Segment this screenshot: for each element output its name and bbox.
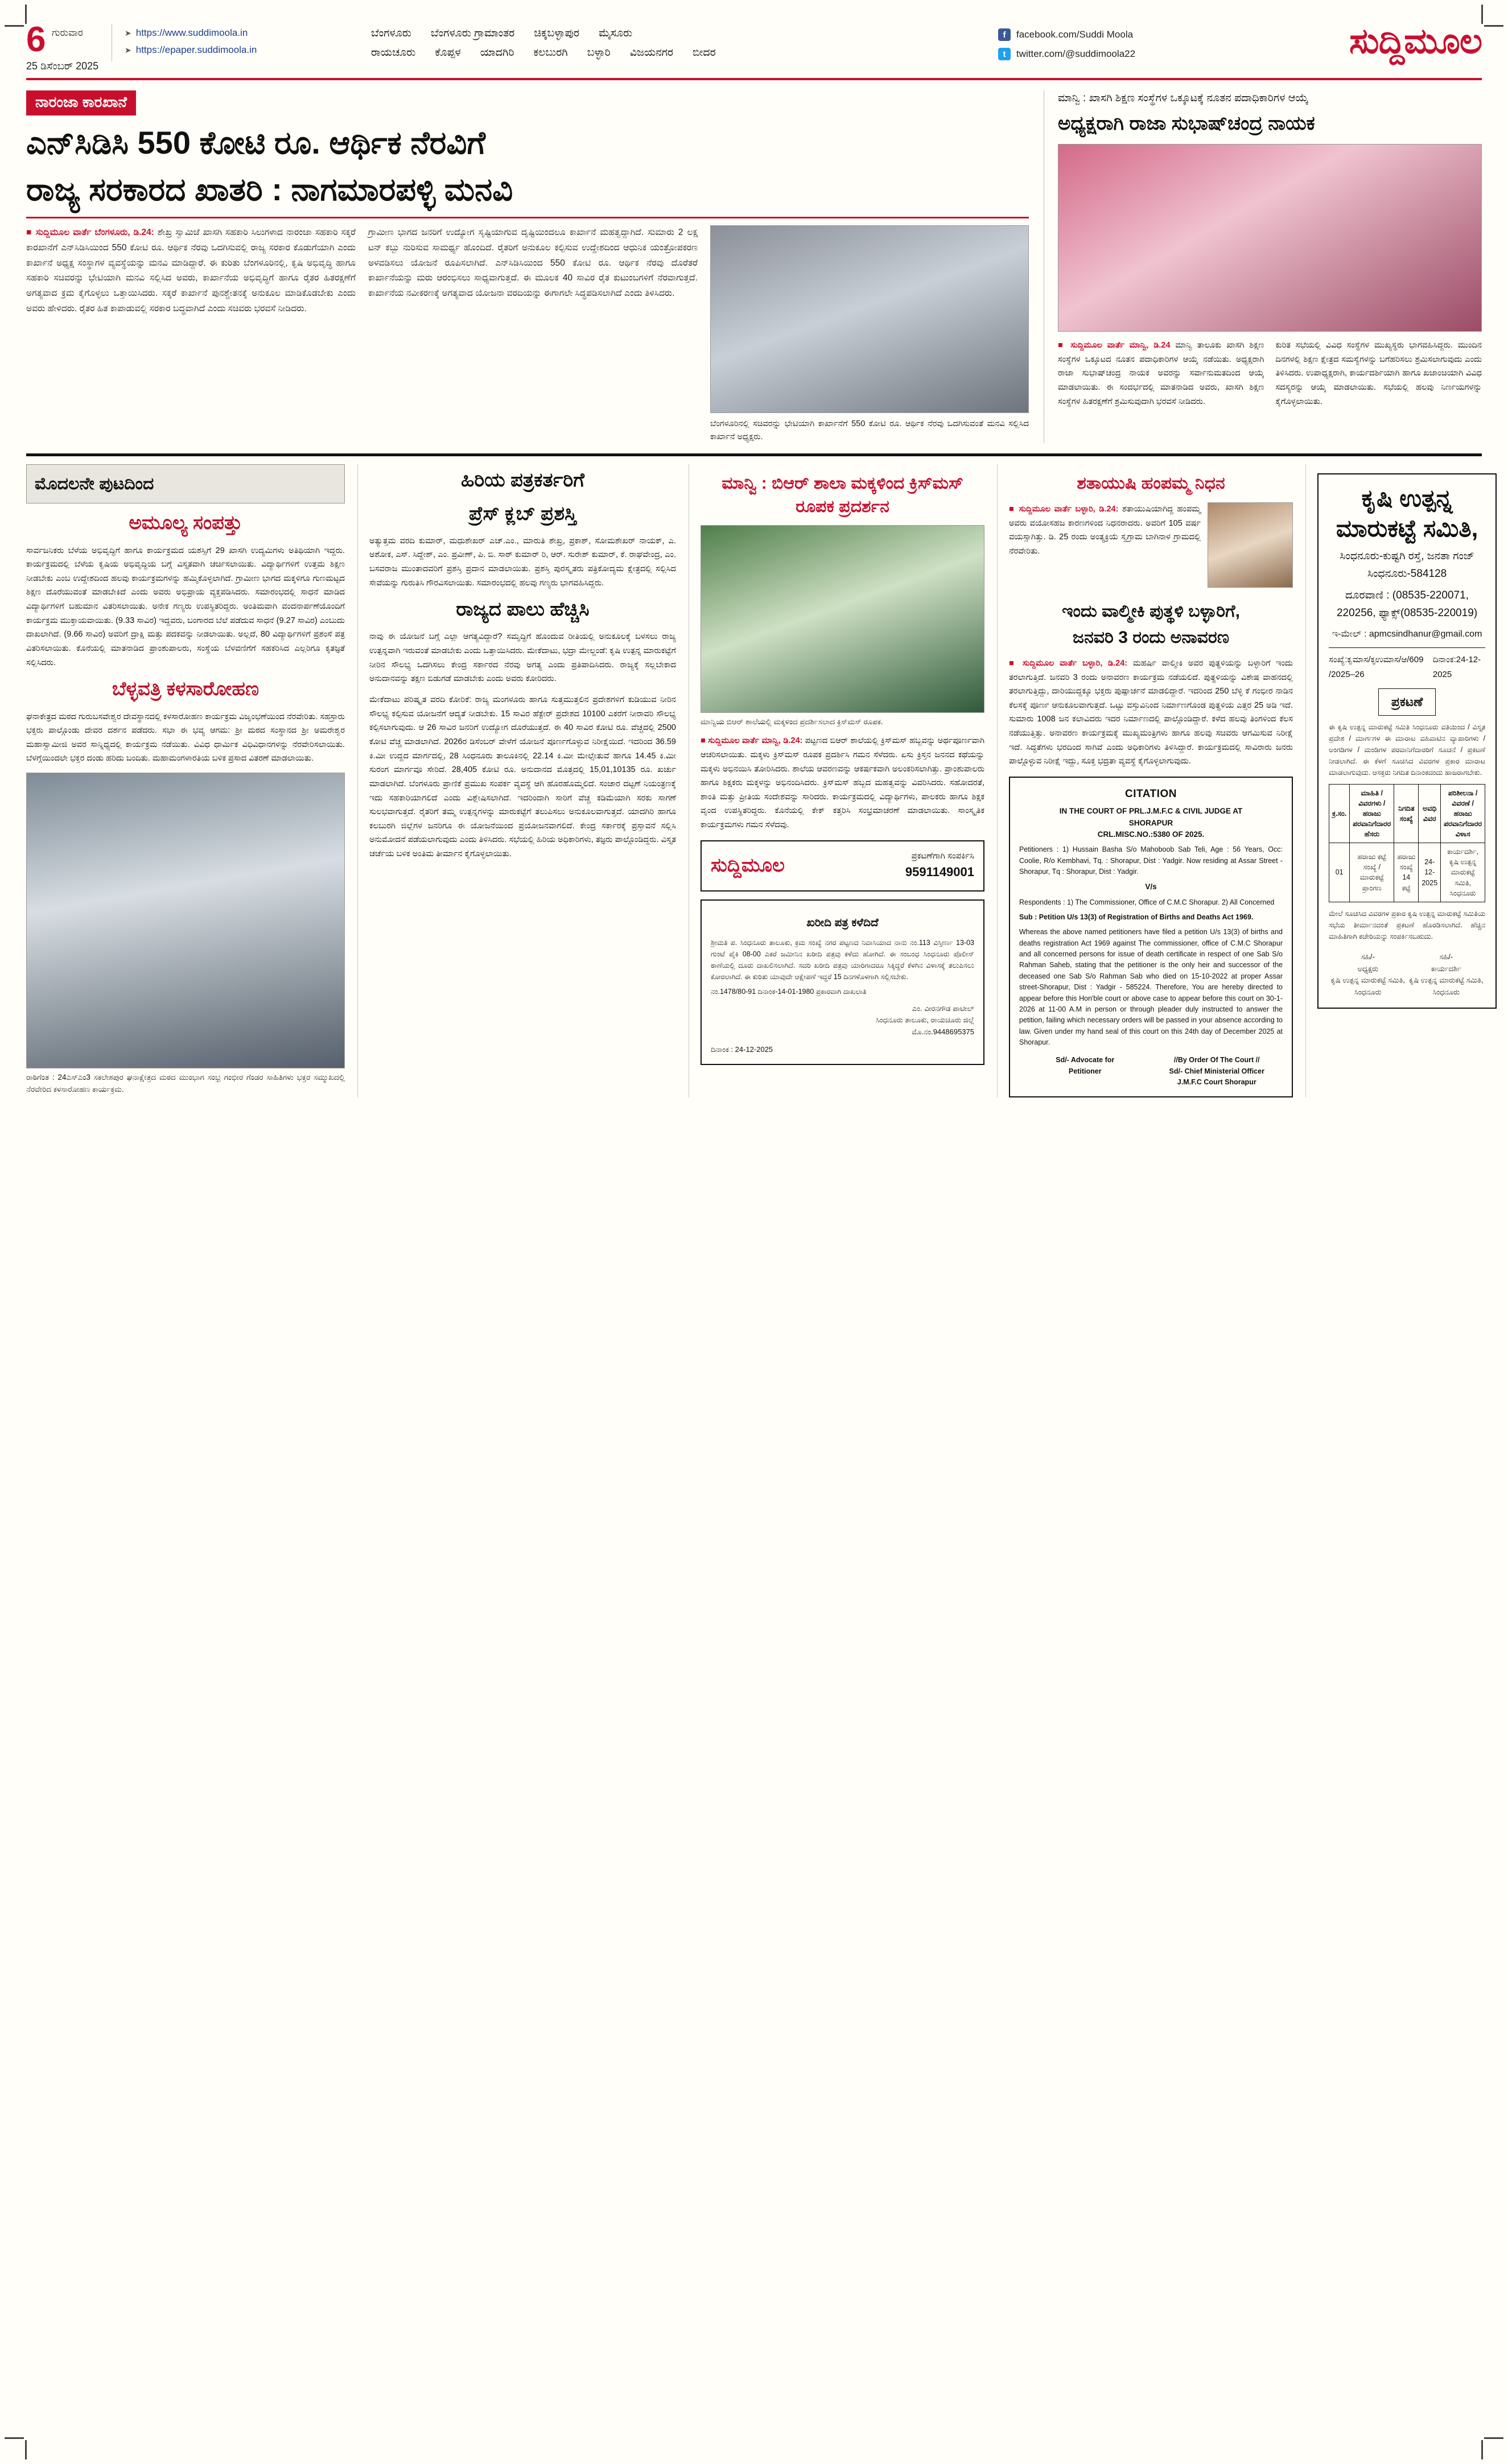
- top-right-headline: ಅಧ್ಯಕ್ಷರಾಗಿ ರಾಜಾ ಸುಭಾಷ್‌ಚಂದ್ರ ನಾಯಕ: [1058, 113, 1315, 135]
- citation-petitioners: Petitioners : 1) Hussain Basha S/o Mahoboob Sab Teli, Age : 56 Years, Occ: Coolie, R/o Kembhavi, Tq. : Shorapur, Dist : Yadgir. Now residing at Assar Street -Shorapur, Tq : Shorapur, Dist : Yadgir.: [1019, 845, 1283, 876]
- apmc-signatures: [1329, 951, 1485, 998]
- obituary-dateline: ಬಳ್ಳಾರಿ, ಡಿ.24:: [1075, 504, 1119, 514]
- obituary-block: [1009, 502, 1293, 559]
- lost-document-ad: [701, 899, 984, 1065]
- issue-date: 25 ಡಿಸೆಂಬರ್ 2025: [26, 60, 99, 72]
- lost-document-body: ಶ್ರೀಮತಿ ಪ. ಸಿಂಧನೂರು ತಾಲೂಕು, ಕ್ರಮ ಸಂಖ್ಯೆ ನಗರ ಪಟ್ಟಣದ ನಿವಾಸಿಯಾದ ನಾನು ನಂ.113 ವಿಸ್ತೀರ್ಣ 13-03 ಗುಂಟೆ ಪೈಕಿ 08-00 ಎಕರೆ ಜಮೀನಿನ ಖರೀದಿ ಪತ್ರವು ಕಳೆದು ಹೋಗಿದೆ. ಈ ಸಂಬಂಧ ಸಿಂಧನೂರು ಪೊಲೀಸ್ ಠಾಣೆಯಲ್ಲಿ ದೂರು ದಾಖಲಿಸಲಾಗಿದೆ. ಸದರಿ ಖರೀದಿ ಪತ್ರವು ಯಾರಿಗಾದರೂ ಸಿಕ್ಕಿದ್ದರೆ ಕೆಳಗಿನ ವಿಳಾಸಕ್ಕೆ ತಲುಪಿಸಲು ಕೋರಲಾಗಿದೆ. ಈ ಕುರಿತು ಯಾವುದೇ ಆಕ್ಷೇಪಣೆ ಇದ್ದರೆ 15 ದಿನಗಳೊಳಗಾಗಿ ಸಲ್ಲಿಸಬೇಕು.: [711, 938, 974, 981]
- christmas-headline: ಮಾನ್ವಿ : ಬಿಆರ್‌ ಶಾಲಾ ಮಕ್ಕಳಿಂದ ಕ್ರಿಸ್‌ಮಸ್‌ ರೂಪಕ ಪ್ರದರ್ಶನ: [722, 474, 963, 516]
- contact-ad-row: [711, 849, 974, 882]
- city-kalaburagi: ಕಲಬುರಗಿ: [533, 47, 568, 59]
- christmas-photo-caption: ಮಾನ್ವಿಯ ಬಿಆರ್‌ ಶಾಲೆಯಲ್ಲಿ ಮಕ್ಕಳಿಂದ ಪ್ರದರ್ಶಿಸಲಾದ ಕ್ರಿಸ್‌ಮಸ್‌ ರೂಪಕ.: [701, 717, 883, 727]
- contact-ad-label: ಪ್ರಕಟಣೆಗಾಗಿ ಸಂಪರ್ಕಿಸಿ: [911, 851, 974, 861]
- table-row: [1329, 843, 1485, 902]
- lead-column-2: [368, 225, 698, 443]
- valmiki-text: ಮಹರ್ಷಿ ವಾಲ್ಮೀಕಿ ಅವರ ಪುತ್ಥಳಿಯನ್ನು ಬಳ್ಳಾರಿಗೆ ಇಂದು ತರಲಾಗುತ್ತಿದೆ. ಜನವರಿ 3 ರಂದು ಅನಾವರಣ ಕಾರ್ಯಕ್ರಮ ನಡೆಯಲಿದೆ. ಪುತ್ಥಳಿಯನ್ನು ವಿಶೇಷ ವಾಹನದಲ್ಲಿ ತರಲಾಗುತ್ತಿದ್ದು, ದಾರಿಯುದ್ದಕ್ಕೂ ಭಕ್ತರು ಪುಷ್ಪಾರ್ಚನೆ ಮಾಡಲಿದ್ದಾರೆ. ಇದರಿಂದ 250 ಬೆಳ್ಳಿ ಕೆ ಗಂಭೀರ ನಾಡಿನ ಕೆಲಸಕ್ಕೆ ಪೂರ್ಣ ಆನುಕೂಲವಾಗುತ್ತದೆ. ಒಟ್ಟು ವಸ್ತುವಿನಿಂದ ನಿರ್ಮಾಣಗೊಂಡ ಪುತ್ಥಳಿಯ ಎತ್ತರ 25 ಅಡಿ ಇದೆ. ಸುಮಾರು 1008 ಜನ ಕಲಾವಿದರು ಇದರ ನಿರ್ಮಾಣದಲ್ಲಿ ಪಾಲ್ಗೊಂಡಿದ್ದಾರೆ. ಕಳೆದ ಹಲವು ತಿಂಗಳಿಂದ ಕೆಲಸ ನಡೆಯುತ್ತಿತ್ತು. ಅನಾವರಣ ಕಾರ್ಯಕ್ರಮಕ್ಕೆ ಮುಖ್ಯಮಂತ್ರಿಗಳು ಹಾಗೂ ಹಲವು ಸಚಿವರು ಆಗಮಿಸುವ ನಿರೀಕ್ಷೆ ಇದೆ. ಸಿದ್ಧತೆಗಳು ಭರದಿಂದ ಸಾಗಿವೆ ಎಂದು ಅಧಿಕಾರಿಗಳು ತಿಳಿಸಿದ್ದಾರೆ. ಕಾರ್ಯಕ್ರಮದಲ್ಲಿ ಸಾವಿರಾರು ಜನರು ಪಾಲ್ಗೊಳ್ಳುವ ನಿರೀಕ್ಷೆ ಇದ್ದು, ಸೂಕ್ತ ಭದ್ರತಾ ವ್ಯವಸ್ಥೆ ಕೈಗೊಳ್ಳಲಾಗುವುದು.: [1009, 658, 1293, 766]
- twitter-icon: t: [998, 48, 1011, 60]
- column-3: [689, 464, 984, 1097]
- valmiki-body: [1009, 657, 1293, 769]
- website-line[interactable]: [125, 27, 356, 39]
- top-right-strap: ಮಾನ್ವಿ : ಖಾಸಗಿ ಶಿಕ್ಷಣ ಸಂಸ್ಥೆಗಳ ಒಕ್ಕೂಟಕ್ಕೆ ನೂತನ ಪದಾಧಿಕಾರಿಗಳ ಆಯ್ಕೆ: [1058, 92, 1309, 104]
- city-vijayanagara: ವಿಜಯನಗರ: [629, 47, 674, 59]
- top-right-text-1: ಮಾನ್ವಿ ತಾಲೂಕು ಖಾಸಗಿ ಶಿಕ್ಷಣ ಸಂಸ್ಥೆಗಳ ಒಕ್ಕೂಟದ ನೂತನ ಪದಾಧಿಕಾರಿಗಳ ಆಯ್ಕೆ ನಡೆಯಿತು. ಅಧ್ಯಕ್ಷರಾಗಿ ರಾಜಾ ಸುಭಾಷ್‌ಚಂದ್ರ ನಾಯಕ ಅವರನ್ನು ಸರ್ವಾನುಮತದಿಂದ ಆಯ್ಕೆ ಮಾಡಲಾಯಿತು. ಈ ಸಂದರ್ಭದಲ್ಲಿ ಮಾತನಾಡಿದ ಅವರು, ಖಾಸಗಿ ಶಿಕ್ಷಣ ಸಂಸ್ಥೆಗಳ ಹಿತರಕ್ಷಣೆಗೆ ಶ್ರಮಿಸುವುದಾಗಿ ಭರವಸೆ ನೀಡಿದರು.: [1058, 341, 1264, 406]
- citation-sign-right-line-2: Sd/- Chief Ministerial Officer: [1169, 1067, 1264, 1075]
- citation-subject: Sub : Petition U/s 13(3) of Registration of Births and Deaths Act 1969.: [1019, 913, 1254, 921]
- apmc-cell-sl: 01: [1329, 843, 1350, 902]
- column-4: [997, 464, 1293, 1097]
- lost-document-sign-phone: ಮೊ.ನಂ.9448695375: [912, 1027, 974, 1037]
- edition-cities: [356, 24, 998, 66]
- apmc-table-header-row: [1329, 784, 1485, 843]
- apmc-sign-left-line-3: ಕೃಷಿ ಉತ್ಪನ್ನ ಮಾರುಕಟ್ಟೆ ಸಮಿತಿ, ಸಿಂಧನೂರು: [1330, 976, 1405, 997]
- obituary-portrait: [1208, 502, 1293, 588]
- apmc-sign-left: [1329, 951, 1407, 998]
- epaper-url: https://epaper.suddimoola.in: [135, 44, 257, 55]
- lead-dateline: ಬೆಂಗಳೂರು, ಡಿ.24:: [94, 228, 154, 238]
- story1-body: ಸಾರ್ವಜನಿಕರು ಬೆಳೆಯ ಅಭಿವೃದ್ಧಿಗೆ ಹಾಗೂ ಕಾರ್ಯಕ್ರಮದ ಯಶಸ್ಸಿಗೆ 29 ಖಾಸಗಿ ಉದ್ಯಮಿಗಳು ಅತಿಥಿಯಾಗಿ ಇದ್ದರು. ಕಾರ್ಯಕ್ರಮದಲ್ಲಿ ಬೆಳೆಯ ಕೃಷಿಯ ಅಭಿವೃದ್ಧಿಯ ಬಗ್ಗೆ ವಿಸ್ತೃತವಾಗಿ ಚರ್ಚಿಸಲಾಯಿತು. ವಿದ್ಯಾರ್ಥಿಗಳಿಗೆ ಉತ್ತಮ ಶಿಕ್ಷಣ ನೀಡಬೇಕು ಎಂಬ ಉದ್ದೇಶದಿಂದ ಹಲವು ಕಾರ್ಯಕ್ರಮಗಳನ್ನು ಹಮ್ಮಿಕೊಳ್ಳಲಾಗಿದೆ. ಗ್ರಾಮೀಣ ಭಾಗದ ಮಕ್ಕಳಿಗೂ ಗುಣಮಟ್ಟದ ಶಿಕ್ಷಣ ದೊರೆಯುವಂತೆ ಮಾಡಬೇಕಿದೆ ಎಂದು ಅವರು ಅಭಿಪ್ರಾಯ ವ್ಯಕ್ತಪಡಿಸಿದರು. ಸಮಾರಂಭದಲ್ಲಿ ಸಾಧನೆ ಮಾಡಿದ ವಿದ್ಯಾರ್ಥಿಗಳಿಗೆ ಬಹುಮಾನ ವಿತರಿಸಲಾಯಿತು. ಅನೇಕ ಗಣ್ಯರು ಉಪಸ್ಥಿತರಿದ್ದರು. ಅಂತಿಮವಾಗಿ ವಂದನಾರ್ಪಣೆಯೊಂದಿಗೆ ಕಾರ್ಯಕ್ರಮ ಮುಕ್ತಾಯವಾಯಿತು. (9.33 ಸಾವಿರ) ಇದ್ದವರು, ಬಂಗಾರದ ಬೆಲೆ ಪಡೆದುವ ಸಾಧನೆ (9.27 ಸಾವಿರ) ಎಂಬುದು ದಾಖಲಾಗಿದೆ. (9.66 ಸಾವಿರ) ಅವರಿಗೆ ದ್ರಾಕ್ಷಿ ಮತ್ತು ಪದಕವನ್ನು ನೀಡಲಾಯಿತು. ಅಲ್ಲದೆ, 80 ವಿದ್ಯಾರ್ಥಿಗಳಿಗೆ ಪ್ರಶಂಸೆ ಪತ್ರ ವಿತರಿಸಲಾಯಿತು. ಕೊನೆಯಲ್ಲಿ ಮಾತನಾಡಿದ ಪ್ರಾಂಶುಪಾಲರು, ಸಂಸ್ಥೆಯ ಬೆಳವಣಿಗೆಗೆ ಸಹಕರಿಸಿದ ಎಲ್ಲರಿಗೂ ಕೃತಜ್ಞತೆ ಸಲ್ಲಿಸಿದರು.: [26, 546, 345, 667]
- apmc-sign-left-line-1: ಸಹಿ/-: [1361, 952, 1375, 961]
- christmas-photo: [701, 525, 984, 713]
- lead-headline-line-2: ರಾಜ್ಯ ಸರಕಾರದ ಖಾತರಿ : ನಾಗಮಾರಪಳ್ಳಿ ಮನವಿ: [26, 171, 513, 208]
- valmiki-byline: ■ ಸುದ್ದಿಮೂಲ ವಾರ್ತೆ: [1009, 658, 1077, 668]
- lead-kicker: ನಾರಂಜಾ ಕಾರಖಾನೆ: [26, 90, 136, 115]
- column-5: [1305, 464, 1497, 1097]
- lead-photo-caption: ಬೆಂಗಳೂರಿನಲ್ಲಿ ಸಚಿವರನ್ನು ಭೇಟಿಯಾಗಿ ಕಾರ್ಖಾನೆಗೆ 550 ಕೋಟಿ ರೂ. ಆರ್ಥಿಕ ನೆರವು ಒದಗಿಸುವಂತೆ ಮನವಿ ಸಲ್ಲಿಸಿದ ಕಾರ್ಖಾನೆ ಅಧ್ಯಕ್ಷರು.: [710, 419, 1029, 441]
- top-right-text-2: ಕುರಿತ ಸಭೆಯಲ್ಲಿ ವಿವಿಧ ಸಂಸ್ಥೆಗಳ ಮುಖ್ಯಸ್ಥರು ಭಾಗವಹಿಸಿದ್ದರು. ಮುಂದಿನ ದಿನಗಳಲ್ಲಿ ಶಿಕ್ಷಣ ಕ್ಷೇತ್ರದ ಸಮಸ್ಯೆಗಳನ್ನು ಬಗೆಹರಿಸಲು ಶ್ರಮಿಸಲಾಗುವುದು ಎಂದು ತಿಳಿಸಿದರು. ಉಪಾಧ್ಯಕ್ಷರಾಗಿ, ಕಾರ್ಯದರ್ಶಿಯಾಗಿ ಹಾಗೂ ಖಜಾಂಚಿಯಾಗಿ ವಿವಿಧ ಸದಸ್ಯರನ್ನು ಆಯ್ಕೆ ಮಾಡಲಾಯಿತು. ಸಭೆಯಲ್ಲಿ ಹಲವು ನಿರ್ಣಯಗಳನ್ನು ಕೈಗೊಳ್ಳಲಾಯಿತು.: [1275, 341, 1482, 406]
- lead-text-2: ಗ್ರಾಮೀಣ ಭಾಗದ ಜನರಿಗೆ ಉದ್ಯೋಗ ಸೃಷ್ಟಿಯಾಗುವ ದೃಷ್ಟಿಯಿಂದಲೂ ಕಾರ್ಖಾನೆ ಮಹತ್ವದ್ದಾಗಿದೆ. ಸುಮಾರು 2 ಲಕ್ಷ ಟನ್ ಕಬ್ಬು ನುರಿಸುವ ಸಾಮರ್ಥ್ಯ ಹೊಂದಿದೆ. ರೈತರಿಗೆ ಅನುಕೂಲ ಕಲ್ಪಿಸುವ ಉದ್ದೇಶದಿಂದ ಆಧುನಿಕ ಯಂತ್ರೋಪಕರಣ ಅಳವಡಿಸಲು ಯೋಜನೆ ರೂಪಿಸಲಾಗಿದೆ. ಎನ್‌ಸಿಡಿಸಿಯಿಂದ 550 ಕೋಟಿ ರೂ. ಆರ್ಥಿಕ ನೆರವು ದೊರೆತರೆ ಕಾರ್ಖಾನೆಯನ್ನು ಮರು ಆರಂಭಿಸಲು ಸಾಧ್ಯವಾಗುತ್ತದೆ. ಈ ಮೂಲಕ 40 ಸಾವಿರ ರೈತ ಕುಟುಂಬಗಳಿಗೆ ನೆರವಾಗುತ್ತದೆ. ಕಾರ್ಖಾನೆಯ ನವೀಕರಣಕ್ಕೆ ಅಗತ್ಯವಾದ ಯೋಜನಾ ವರದಿಯನ್ನು ಈಗಾಗಲೇ ಸಿದ್ಧಪಡಿಸಲಾಗಿದೆ ಎಂದು ತಿಳಿಸಿದರು.: [368, 228, 698, 299]
- apmc-meta: [1329, 647, 1485, 682]
- facebook-icon: f: [998, 28, 1011, 41]
- court-citation-ad: [1009, 777, 1293, 1097]
- chariot-photo: [26, 773, 345, 1068]
- apmc-sign-right-line-3: ಕೃಷಿ ಉತ್ಪನ್ನ ಮಾರುಕಟ್ಟೆ ಸಮಿತಿ, ಸಿಂಧನೂರು: [1409, 976, 1484, 997]
- apmc-col-sl: ಕ್ರ.ಸಂ.: [1329, 784, 1350, 843]
- citation-sign-left-line-2: Petitioner: [1068, 1067, 1102, 1075]
- apmc-email-row: [1329, 626, 1485, 642]
- story2-body: ಘನಾಕೇತ್ರದ ಮಠದ ಗುರುಬಸವೇಶ್ವರ ದೇವಸ್ಥಾನದಲ್ಲಿ ಕಳಸಾರೋಹಣ ಕಾರ್ಯಕ್ರಮ ವಿಜೃಂಭಣೆಯಿಂದ ನೆರವೇರಿತು. ಸಹಸ್ರಾರು ಭಕ್ತರು ಪಾಲ್ಗೊಂಡು ದೇವರ ದರ್ಶನ ಪಡೆದರು. ಸಭಾ ಈ ಭವ್ಯ ಆಗಮ: ಶ್ರೀ ಮಠದ ಸಂಸ್ಥಾನದ ಶ್ರೀ ಅಮರೇಶ್ವರ ಮಹಾಸ್ವಾಮೀಜಿ ಅವರ ಸಾನ್ನಿಧ್ಯದಲ್ಲಿ ಕಾರ್ಯಕ್ರಮ ನಡೆಯಿತು. ವಿವಿಧ ಧಾರ್ಮಿಕ ವಿಧಿವಿಧಾನಗಳನ್ನು ನೆರವೇರಿಸಲಾಯಿತು. ಬೆಳಗ್ಗೆಯಿಂದಲೇ ಭಕ್ತರ ದಂಡು ಹರಿದು ಬಂದಿತು. ಮಹಾಮಂಗಳಾರತಿಯ ಬಳಿಕ ಪ್ರಸಾದ ವಿತರಣೆ ಮಾಡಲಾಯಿತು.: [26, 712, 345, 763]
- issue-number: 6: [26, 20, 46, 59]
- apmc-cell-details: ಹರಾಜು ಕಟ್ಟೆ ಸಂಖ್ಯೆ / ಮಾರುಕಟ್ಟೆ ಪ್ರಾಂಗಣ: [1350, 843, 1394, 902]
- lead-photo: [710, 225, 1029, 413]
- apmc-date: ದಿನಾಂಕ:24-12-2025: [1432, 655, 1481, 679]
- story2-headline: ಬೆಳ್ಳವತ್ರಿ ಕಳಸಾರೋಹಣ: [112, 678, 259, 700]
- issue-day: ಗುರುವಾರ: [51, 27, 83, 38]
- apmc-body: ಈ ಕೃಷಿ ಉತ್ಪನ್ನ ಮಾರುಕಟ್ಟೆ ಸಮಿತಿ ಸಿಂಧನೂರು ವತಿಯಿಂದ / ವಿಸ್ತೃತ ಪ್ರದೇಶ / ಮಾರ್ಗಗಳ ಈ ಮಾರಾಟ ವಹಿವಾಟಿನ ವ್ಯಾಪಾರಿಗಳು / ಅಂಗಡಿಗಳ / ಮಂಡಿಗಳ ಪರವಾನಿಗೆದಾರರಿಗೆ ಸೂಚನೆ / ಪ್ರಕಟಣೆ ನೀಡಲಾಗಿದೆ. ಈ ಕೆಳಗೆ ಸೂಚಿಸಿದ ವಿವರಗಳ ಪ್ರಕಾರ ಮಾರಾಟ ಮಾಡಲಾಗುವುದು. ಆಸಕ್ತರು ನಿಗದಿತ ದಿನಾಂಕದಂದು ಹಾಜರಾಗಬೇಕು.: [1329, 723, 1486, 777]
- facebook-handle: facebook.com/Suddi Moola: [1016, 29, 1134, 40]
- top-right-story: [1044, 90, 1482, 444]
- city-chikkaballapura: ಚಿಕ್ಕಬಳ್ಳಾಪುರ: [534, 27, 580, 39]
- contact-ad-logo: ಸುದ್ದಿಮೂಲ: [711, 854, 785, 876]
- citation-respondents: Respondents : 1) The Commissioner, Office of C.M.C Shorapur. 2) All Concerned: [1019, 898, 1275, 906]
- logo-text: ಸುದ್ದಿಮೂಲ: [1349, 22, 1482, 61]
- obituary-byline: ■ ಸುದ್ದಿಮೂಲ ವಾರ್ತೆ: [1009, 504, 1072, 514]
- apmc-col-number: ನಿಗದಿತ ಸಂಖ್ಯೆ: [1394, 784, 1419, 843]
- valmiki-headline-line-1: ಇಂದು ವಾಲ್ಮೀಕಿ ಪುತ್ಥಳಿ ಬಳ್ಳಾರಿಗೆ,: [1062, 601, 1240, 621]
- citation-sign-right-line-3: J.M.F.C Court Shorapur: [1177, 1078, 1256, 1087]
- lost-document-title: ಖರೀದಿ ಪತ್ರ ಕಳೆದಿದೆ: [806, 916, 879, 929]
- lead-story: [26, 90, 1029, 444]
- valmiki-dateline: ಬಳ್ಳಾರಿ, ಡಿ.24:: [1082, 658, 1128, 668]
- citation-court-line-1: IN THE COURT OF PRL.J.M.F.C & CIVIL JUDGE AT: [1059, 807, 1243, 816]
- valmiki-headline-line-2: ಜನವರಿ 3 ರಂದು ಅನಾವರಣ: [1072, 628, 1230, 647]
- lead-headline-line-1: ಎನ್‌ಸಿಡಿಸಿ 550 ಕೋಟಿ ರೂ. ಆರ್ಥಿಕ ನೆರವಿಗೆ: [26, 124, 485, 160]
- citation-body: Whereas the above named petitioners have filed a petition U/s 13(3) of births and deaths registration Act 1969 against The commissioner, office of C.M.C Shorapur and all concerned persons for issue of death certificate in respect of one Sab S/o Rahman Saheb, stating that the petitioner is the only heir and successor of the deceased one Sab S/o Rahman Sab who died on 15-10-2022 at proper Assar street-Shorapur, Dist : Yadgir - 585224. Therefore, You are hereby directed to appear before this Hon'ble court or above case to appear before this court on 30-1-2026 at 11-00 A.M in person or through pleader duly instructed to answer the petition, failing which necessary orders will be passed in your absence according to law. Given under my hand seal of this court on this 24th day of December 2025 at Shorapur.: [1019, 928, 1283, 1047]
- chariot-photo-caption: ರಾಠಿಗೆಂತ : 24ಎಸ್‌ಎಂ3 ಸಕಲೇಶಪುರ ಘನಾಕ್ಷೇತ್ರದ ಮಠದ ಮುಂಭಾಗ ಸಂಭ್ರ ಗಂಭೀರ ಗೆಂಡರ ಸಾಹಿತಿಗಳು ಭಕ್ತರ ಸಮ್ಮುಖದಲ್ಲಿ ನೆರವೇರಿದ ಕಳಸಾರೋಹಣ ಕಾರ್ಯಕ್ರಮ.: [26, 1073, 345, 1093]
- chevron-right-icon: ➤: [125, 45, 131, 55]
- lost-document-signature: [711, 1003, 974, 1038]
- city-yadagiri: ಯಾದಗಿರಿ: [480, 47, 514, 59]
- cities-row-1: [371, 27, 998, 40]
- christmas-dateline: ಮಾನ್ವಿ, ಡಿ.24:: [761, 736, 803, 746]
- citation-sign-right: [1151, 1055, 1283, 1088]
- lead-column-1: [26, 225, 356, 443]
- epaper-line[interactable]: [125, 44, 356, 56]
- christmas-byline: ■ ಸುದ್ದಿಮೂಲ ವಾರ್ತೆ: [701, 736, 760, 746]
- masthead: [26, 20, 1482, 80]
- lead-text-1: ಶೇಖ್ರ ಸ್ವಾಮಿಜೆ ಖಾಸಗಿ ಸಹಕಾರಿ ಸಿಲುಗಳಾದ ನಾರಂಜಾ ಸಹಕಾರಿ ಸಕ್ಕರೆ ಕಾರಖಾನೆಗೆ ಎನ್‌ಸಿಡಿಸಿಯಿಂದ 550 ಕೋಟಿ ರೂ. ಆರ್ಥಿಕ ನೆರವು ಒದಗಿಸುವಲ್ಲಿ ರಾಜ್ಯ ಸರಕಾರ ಕೊಡುಗೆಯಾಗಿ ಎಂದು ಕಾರ್ಖಾನೆ ಅಧ್ಯಕ್ಷ ಸಂಸ್ಥಾಗಳ ವ್ಯವಸ್ಥೆಯನ್ನು ಮನವಿ ಮಾಡಿದ್ದಾರೆ. ಈ ಕುರಿತು ಬೆಂಗಳೂರಿನಲ್ಲಿ, ಕೃಷಿ ಅಭಿವೃದ್ಧಿ ಹಾಗೂ ಸಹಕಾರಿ ಸಚಿವರನ್ನು ಭೇಟಿಯಾಗಿ ಮನವಿ ಸಲ್ಲಿಸಿದ ಅವರು, ಕಾರ್ಖಾನೆಯ ಅಭಿವೃದ್ಧಿಗೆ ಹಾಗೂ ರೈತರ ಹಿತರಕ್ಷಣೆಗೆ ಅಗತ್ಯವಾದ ಕ್ರಮ ಕೈಗೊಳ್ಳಲು ಒತ್ತಾಯಿಸಿದರು. ಸಕ್ಕರೆ ಕಾರ್ಖಾನೆ ಪುನಶ್ಚೇತನಕ್ಕೆ ಅನುಕೂಲ ಮಾಡಿಕೊಡಬೇಕು ಎಂದು ಅವರು ಹೇಳಿದರು. ರೈತರ ಹಿತ ಕಾಪಾಡುವಲ್ಲಿ ಸರಕಾರ ಬದ್ಧವಾಗಿದೆ ಎಂದು ಸಚಿವರು ಭರವಸೆ ನೀಡಿದರು.: [26, 228, 356, 313]
- apmc-cell-period: 24-12-2025: [1419, 843, 1441, 902]
- lead-body-columns: [26, 225, 1029, 443]
- contact-ad-phone[interactable]: 9591149001: [905, 865, 974, 880]
- apmc-sign-right-line-2: ಕಾರ್ಯದರ್ಶಿ: [1431, 964, 1462, 973]
- apmc-ref-number: ಸಂಖ್ಯೆ:ಕೃಮಾಸ/ಕೃಉಮಾಸ/ಆ/609 /2025–26: [1329, 655, 1424, 679]
- story1-headline: ಅಮೂಲ್ಯ ಸಂಪತ್ತು: [129, 512, 242, 534]
- lost-document-sign-address: ಸಿಂಧನೂರು ತಾಲೂಕು, ರಾಯಚೂರು ಜಿಲ್ಲೆ: [875, 1016, 974, 1025]
- top-right-byline: ■ ಸುದ್ದಿಮೂಲ ವಾರ್ತೆ: [1058, 341, 1124, 350]
- apmc-email[interactable]: apmcsindhanur@gmail.com: [1369, 629, 1482, 639]
- citation-crl-number: CRL.MISC.NO.:5380 OF 2025.: [1097, 829, 1205, 839]
- divider-thick: [26, 453, 1482, 456]
- citation-sign-left: [1019, 1055, 1151, 1088]
- newspaper-logo: [1243, 24, 1482, 59]
- apmc-sign-right: [1407, 951, 1486, 998]
- apmc-table: [1329, 784, 1485, 902]
- main-grid: [26, 464, 1486, 1097]
- mekedatu-body: ಮೇಕೆದಾಟು ಪರಿಷ್ಕೃತ ವರದಿ ಕೋರಿಕೆ: ರಾಜ್ಯ ಮಂಗಳೂರು ಹಾಗೂ ಸುತ್ತಮುತ್ತಲಿನ ಪ್ರದೇಶಗಳಿಗೆ ಕುಡಿಯುವ ನೀರಿನ ಸೌಲಭ್ಯ ಕಲ್ಪಿಸುವ ಯೋಜನೆಗೆ ಆದ್ಯತೆ ನೀಡಬೇಕು. 15 ಸಾವಿರ ಹೆಕ್ಟೇರ್ ಪ್ರದೇಶದ 10100 ಎಕರೆಗೆ ನೀರಾವರಿ ಸೌಲಭ್ಯ ಕಲ್ಪಿಸಲಾಗುವುದು. ಆ 26 ಸಾವಿರ ಜನರಿಗೆ ಉದ್ಯೋಗ ದೊರೆಯುತ್ತದೆ. ಈ 40 ಸಾವಿರ ಕೋಟಿ ರೂ. ವೆಚ್ಚದಲ್ಲಿ 2500 ಕೋಟಿ ವೆಚ್ಚ ಮಾಡಲಾಗಿದೆ. 2026ರ ಡಿಸೆಂಬರ್ ವೇಳೆಗೆ ಯೋಜನೆ ಪೂರ್ಣಗೊಳ್ಳುವ ನಿರೀಕ್ಷೆಯಿದೆ. ಇದರಿಂದ 36.59 ಕಿ.ಮೀ ಉದ್ದದ ಮಾರ್ಗದಲ್ಲಿ, 28 ಸಿಂಧನೂರು ತಾಲೂಕಿನಲ್ಲಿ 22.14 ಕಿ.ಮೀ ಮೇಲ್ಸೇತುವೆ ಹಾಗೂ 14.45 ಕಿ.ಮೀ ಸುರಂಗ ಮಾರ್ಗವೂ ಸೇರಿದೆ. 28,405 ಕೋಟಿ ರೂ. ಅನುದಾನದ ಮೊತ್ತದಲ್ಲಿ 15,01,10135 ರೂ. ಖರ್ಚು ಮಾಡಲಾಗಿದೆ. ಬೆಂಗಳೂರು ಪ್ರಾಣಿಕೆ ಪ್ರಮುಖ ಸಂಪರ್ಕ ವ್ಯವಸ್ಥೆ ಆಗಿ ಹೊರಹೊಮ್ಮಲಿದೆ. ಸಂಚಾರ ದಟ್ಟಣೆ ನಿಯಂತ್ರಣಕ್ಕೆ ಇದು ಸಹಕಾರಿಯಾಗಲಿದೆ ಎಂದು ವಿಶ್ಲೇಷಿಸಲಾಗಿದೆ. ಇದರಿಂದಾಗಿ ಸಾರಿಗೆ ವೆಚ್ಚ ಕಡಿಮೆಯಾಗಿ ಸರಕು ಸಾಗಣೆ ಸುಲಭವಾಗುತ್ತದೆ. ರೈತರಿಗೆ ತಮ್ಮ ಉತ್ಪನ್ನಗಳನ್ನು ಮಾರುಕಟ್ಟೆಗೆ ತಲುಪಿಸಲು ಅನುಕೂಲವಾಗುತ್ತದೆ. ಯಾದಗಿರಿ ಹಾಗೂ ಕಲಬುರಗಿ ಜಿಲ್ಲೆಗಳ ಜನರಿಗೂ ಈ ಯೋಜನೆಯಿಂದ ಪ್ರಯೋಜನವಾಗಲಿದೆ. ಕೇಂದ್ರ ಸರ್ಕಾರಕ್ಕೆ ಪ್ರಸ್ತಾವನೆ ಸಲ್ಲಿಸಿ ಅನುಮೋದನೆ ಪಡೆಯಲಾಗುವುದು ಎಂದು ತಿಳಿಸಿದರು. ಸಭೆಯಲ್ಲಿ ಹಿರಿಯ ಅಧಿಕಾರಿಗಳು, ತಜ್ಞರು ಪಾಲ್ಗೊಂಡಿದ್ದರು. ವಿಸ್ತೃತ ಚರ್ಚೆಯ ಬಳಿಕ ಅಂತಿಮ ತೀರ್ಮಾನ ಕೈಗೊಳ್ಳಲಾಯಿತು.: [369, 695, 676, 859]
- citation-vs: V/s: [1145, 882, 1157, 892]
- chevron-right-icon: ➤: [125, 28, 131, 38]
- apmc-col-details: ಮಾಹಿತಿ / ವಿವರಗಳು / ಹರಾಜು ಪರವಾನಿಗೆದಾರರ ಹೆಸರು: [1350, 784, 1394, 843]
- lost-document-date: ದಿನಾಂಕ : 24-12-2025: [711, 1045, 773, 1054]
- apmc-title-line-2: ಸಿಂಧನೂರು-ಕುಷ್ಟಗಿ ರಸ್ತೆ, ಜನತಾ ಗಂಜ್‌ ಸಿಂಧನೂರು-584128: [1340, 550, 1474, 580]
- top-right-body: [1058, 339, 1482, 408]
- column-1: [26, 464, 345, 1097]
- christmas-body: [701, 734, 984, 832]
- website-url: https://www.suddimoola.in: [135, 27, 248, 38]
- state-share-body: ನಾವು ಈ ಯೋಜನೆ ಬಗ್ಗೆ ಎಲ್ಲಾ ಆಗತ್ಯವಿದ್ದಾರೆ? ಸಮೃದ್ಧಿಗೆ ಹೊಂದುವ ರೀತಿಯಲ್ಲಿ ಅನುಕೂಲಕ್ಕೆ ಬಳಸಲು ರಾಜ್ಯ ಉತ್ಪನ್ನವಾಗಿ ಇರುವಂತೆ ಮಾಡಬೇಕು ಎಂದು ಒತ್ತಾಯಿಸಿದರು. ಮೇಕೆದಾಟು, ಭದ್ರಾ ಮೇಲ್ದಂಡೆ: ಕೃಷಿ ಉತ್ಪನ್ನ ಮಾರುಕಟ್ಟೆಗೆ ನೀರಿನ ಸೌಲಭ್ಯ ಒದಗಿಸಲು ಕೇಂದ್ರ ಸರ್ಕಾರದ ನೆರವು ಅಗತ್ಯ ಎಂದು ಪ್ರತಿಪಾದಿಸಿದರು. ರಾಜ್ಯಕ್ಕೆ ಸಲ್ಲಬೇಕಾದ ಅನುದಾನವನ್ನು ತಕ್ಷಣ ಬಿಡುಗಡೆ ಮಾಡಬೇಕು ಎಂದು ಅವರು ಕೋರಿದರು.: [369, 632, 676, 684]
- apmc-col-period: ಅವಧಿ ವಿವರ: [1419, 784, 1441, 843]
- lost-document-ref: ನಂ.1478/80-91 ದಿನಾಂಕ-14-01-1980 ಪ್ರಕಾರವಾಗಿ ದಾಖಲಾತಿ: [711, 987, 867, 996]
- apmc-cell-number: ಹರಾಜು ಸಂಖ್ಯೆ 14 ಕಟ್ಟೆ: [1394, 843, 1419, 902]
- christmas-text: ಪಟ್ಟಣದ ಬಿಆರ್ ಶಾಲೆಯಲ್ಲಿ ಕ್ರಿಸ್‌ಮಸ್‌ ಹಬ್ಬವನ್ನು ಅರ್ಥಪೂರ್ಣವಾಗಿ ಆಚರಿಸಲಾಯಿತು. ಮಕ್ಕಳು ಕ್ರಿಸ್‌ಮಸ್‌ ರೂಪಕ ಪ್ರದರ್ಶಿಸಿ ಗಮನ ಸೆಳೆದರು. ಏಸು ಕ್ರಿಸ್ತನ ಜನನದ ಕಥೆಯನ್ನು ಮಕ್ಕಳು ಅಭಿನಯಿಸಿ ತೋರಿಸಿದರು. ಶಾಲೆಯ ಆವರಣವನ್ನು ಆಕರ್ಷಕವಾಗಿ ಅಲಂಕರಿಸಲಾಗಿತ್ತು. ಪ್ರಾಂಶುಪಾಲರು ಹಾಗೂ ಶಿಕ್ಷಕರು ಮಕ್ಕಳನ್ನು ಅಭಿನಂದಿಸಿದರು. ಕ್ರಿಸ್‌ಮಸ್‌ ಹಬ್ಬದ ಮಹತ್ವವನ್ನು ವಿವರಿಸಿದರು. ಸಹೋದರತೆ, ಶಾಂತಿ ಮತ್ತು ಪ್ರೀತಿಯ ಸಂದೇಶವನ್ನು ಸಾರಿದರು. ಕಾರ್ಯಕ್ರಮದಲ್ಲಿ ವಿದ್ಯಾರ್ಥಿಗಳು, ಪಾಲಕರು ಹಾಗೂ ಶಿಕ್ಷಕ ವೃಂದ ಉಪಸ್ಥಿತರಿದ್ದರು. ಕೊನೆಯಲ್ಲಿ ಕೇಕ್ ಕತ್ತರಿಸಿ ಸಂಭ್ರಮಾಚರಣೆ ಮಾಡಲಾಯಿತು. ಸಾಂಸ್ಕೃತಿಕ ಕಾರ್ಯಕ್ರಮಗಳು ಗಮನ ಸೆಳೆದವು.: [701, 736, 984, 830]
- apmc-note: ಮೇಲೆ ಸೂಚಿಸಿದ ವಿವರಗಳ ಪ್ರಕಾರ ಕೃಷಿ ಉತ್ಪನ್ನ ಮಾರುಕಟ್ಟೆ ಸಮಿತಿಯ ಸಭೆಯ ತೀರ್ಮಾನದಂತೆ ಪ್ರಕಟಣೆ ಹೊರಡಿಸಲಾಗಿದೆ. ಹೆಚ್ಚಿನ ಮಾಹಿತಿಗಾಗಿ ಕಚೇರಿಯನ್ನು ಸಂಪರ್ಕಿಸಬಹುದು.: [1329, 909, 1486, 940]
- twitter-handle: twitter.com/@suddimoola22: [1016, 48, 1136, 59]
- press-club-headline-1: ಹಿರಿಯ ಪತ್ರಕರ್ತರಿಗೆ: [460, 469, 585, 492]
- facebook-line[interactable]: [998, 28, 1243, 41]
- social-links: [998, 24, 1243, 67]
- apmc-phone-line: ದೂರವಾಣಿ : (08535-220071, 220256, ಫ್ಯಾಕ್ಸ್‌(08535-220019): [1336, 589, 1478, 619]
- issue-info: [26, 20, 112, 72]
- citation-signatures: [1019, 1055, 1283, 1088]
- city-ballari: ಬಳ್ಳಾರಿ: [587, 47, 611, 59]
- apmc-sign-left-line-2: ಅಧ್ಯಕ್ಷರು: [1357, 964, 1379, 973]
- apmc-sign-right-line-1: ಸಹಿ/-: [1439, 952, 1453, 961]
- website-links: [112, 24, 356, 61]
- obituary-headline: ಶತಾಯುಷಿ ಹಂಪಮ್ಮ ನಿಧನ: [1077, 474, 1225, 493]
- apmc-notice-title: ಪ್ರಕಟಣೆ: [1378, 688, 1436, 715]
- city-mysuru: ಮೈಸೂರು: [599, 27, 633, 39]
- city-bidar: ಬೀದರ: [693, 47, 716, 59]
- press-club-body: ಅತ್ಯುತ್ತಮ ವರದಿ ಕುಮಾರ್, ಮಧುಶೇಖರ್ ಎಚ್.ಎಂ., ಮಾರುತಿ ಶೇಖ್ರ, ಪ್ರಕಾಶ್, ಸೋಮಶೇಖರ್ ನಾಯಕ್, ಎ. ಅಶೋಕ, ಎಸ್. ಸಿದ್ದೇಶ್, ಎಂ. ಪ್ರವೀಣ್, ಪಿ. ಬಿ. ಸಾಠ್ ಕುಮಾರ್ ರಿ, ಆರ್. ಸುರೇಶ್ ಕುಮಾರ್, ಕೆ. ರಾಘವೇಂದ್ರ, ಎಂ. ಬಸವರಾಜ ಮುಂತಾದವರಿಗೆ ಪ್ರಶಸ್ತಿ ಪ್ರದಾನ ಮಾಡಲಾಯಿತು. ಪ್ರಶಸ್ತಿ ಪುರಸ್ಕೃತರು ಪತ್ರಿಕೋದ್ಯಮ ಕ್ಷೇತ್ರದಲ್ಲಿ ಸಲ್ಲಿಸಿದ ಸೇವೆಯನ್ನು ಗುರುತಿಸಿ ಗೌರವಿಸಲಾಯಿತು. ಸಮಾರಂಭದಲ್ಲಿ ಹಲವು ಗಣ್ಯರು ಭಾಗವಹಿಸಿದ್ದರು.: [369, 536, 676, 588]
- apmc-email-label: ಇ-ಮೇಲ್‌ :: [1332, 629, 1367, 639]
- cities-row-2: [371, 47, 998, 59]
- citation-sign-right-line-1: //By Order Of The Court //: [1173, 1056, 1260, 1064]
- city-bengaluru-rural: ಬೆಂಗಳೂರು ಗ್ರಾಮಾಂತರ: [430, 27, 515, 39]
- citation-court-line-2: SHORAPUR: [1128, 818, 1173, 827]
- apmc-cell-address: ಕಾರ್ಯದರ್ಶಿ, ಕೃಷಿ ಉತ್ಪನ್ನ ಮಾರುಕಟ್ಟೆ ಸಮಿತಿ, ಸಿಂಧನೂರು: [1441, 843, 1485, 902]
- city-koppala: ಕೊಪ್ಪಳ: [435, 47, 461, 59]
- lost-document-sign-name: ಎಂ. ವೀರನಗೌಡ ಪಾಟೀಲ್: [912, 1004, 974, 1013]
- contact-ad[interactable]: [701, 840, 984, 892]
- divider-red: [26, 217, 1029, 218]
- citation-sign-left-line-1: Sd/- Advocate for: [1056, 1056, 1115, 1064]
- lead-byline: ■ ಸುದ್ದಿಮೂಲ ವಾರ್ತೆ: [26, 228, 92, 238]
- lead-section: [26, 90, 1482, 444]
- apmc-title-line-1: ಕೃಷಿ ಉತ್ಪನ್ನ ಮಾರುಕಟ್ಟೆ ಸಮಿತಿ,: [1336, 485, 1478, 542]
- citation-title: CITATION: [1125, 787, 1177, 800]
- continued-tab: ಮೊದಲನೇ ಪುಟದಿಂದ: [26, 464, 345, 503]
- press-club-headline-2: ಪ್ರೆಸ್‌ ಕ್ಲಬ್‌ ಪ್ರಶಸ್ತಿ: [468, 502, 577, 525]
- obituary-text: ಶತಾಯುಷಿಯಾಗಿದ್ದ ಹಂಪಮ್ಮ ಅವರು ವಯೋಸಹಜ ಕಾರಣಗಳಿಂದ ನಿಧನರಾದರು. ಅವರಿಗೆ 105 ವರ್ಷ ವಯಸ್ಸಾಗಿತ್ತು. ಡಿ. 25 ರಂದು ಅಂತ್ಯಕ್ರಿಯೆ ಸ್ವಗ್ರಾಮ ಬಾಗಿನಾಳ ಗ್ರಾಮದಲ್ಲಿ ನೆರವೇರಿತು.: [1009, 504, 1201, 556]
- lead-photo-block: [710, 225, 1029, 443]
- city-raichuru: ರಾಯಚೂರು: [371, 47, 416, 59]
- top-right-column-2: [1276, 339, 1482, 408]
- top-right-photo: [1058, 144, 1482, 332]
- column-2: [357, 464, 676, 1097]
- apmc-col-address: ಪರಿಶೀಲನಾ / ವಿವರಣೆ / ಹರಾಜು ಪರವಾನಿಗೆದಾರರ ವಿಳಾಸ: [1441, 784, 1485, 843]
- state-share-headline: ರಾಜ್ಯದ ಪಾಲು ಹೆಚ್ಚಿಸಿ: [456, 599, 590, 621]
- apmc-advertisement: [1317, 473, 1497, 1009]
- twitter-line[interactable]: [998, 48, 1243, 60]
- top-right-column-1: [1058, 339, 1264, 408]
- city-bengaluru: ಬೆಂಗಳೂರು: [371, 27, 411, 39]
- top-right-dateline: ಮಾನ್ವಿ, ಡಿ.24: [1129, 341, 1171, 350]
- contact-ad-text: [905, 850, 974, 882]
